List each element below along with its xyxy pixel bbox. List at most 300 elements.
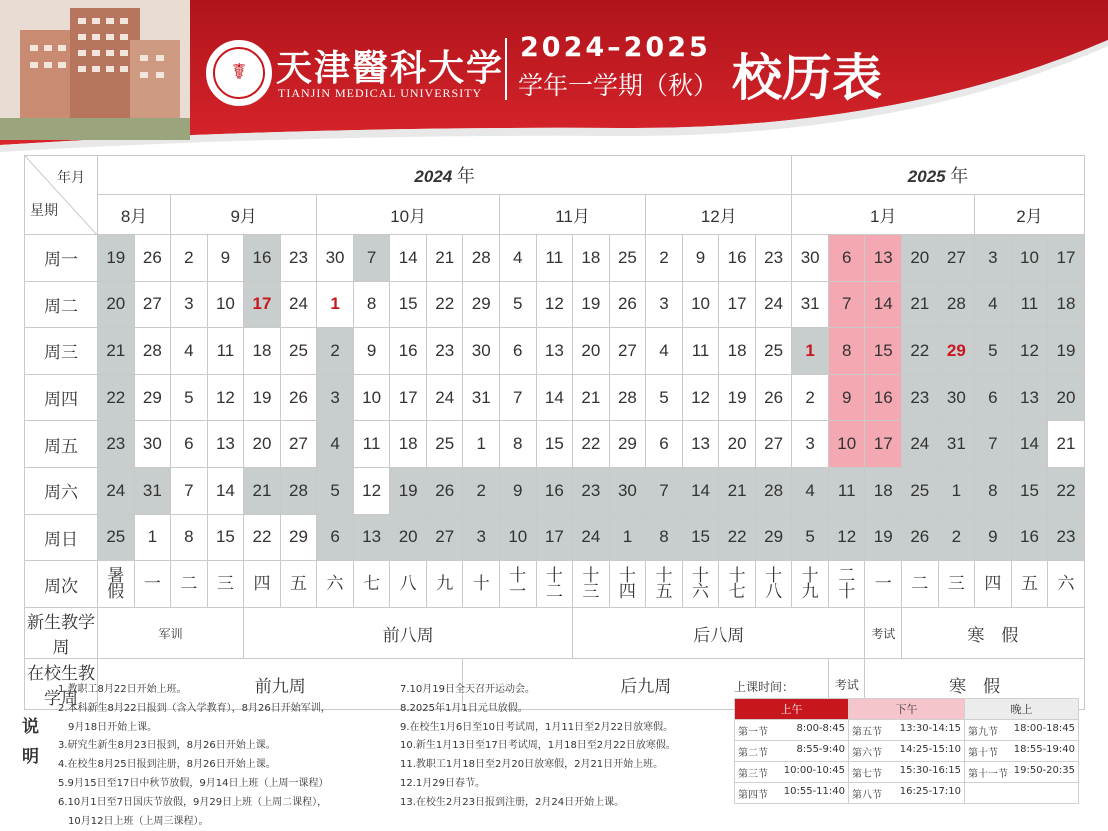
period-name: 第一节 [738,726,768,738]
day-cell: 22 [573,421,610,468]
week-number-text: 一 [143,574,161,594]
day-cell: 5 [317,467,354,514]
day-cell: 24 [280,281,317,328]
week-number-cell [573,561,610,608]
period-time: 8:55-9:40 [796,743,845,755]
day-cell: 3 [792,421,829,468]
note-line: 5.9月15日至17日中秋节放假，9月14日上班（上周一课程） [58,777,329,789]
class-period-cell [965,720,1079,741]
month-header: 11月 [500,195,646,235]
week-number-text: 六 [326,574,344,594]
day-cell: 18 [865,467,902,514]
weekday-label: 周一 [25,235,98,282]
day-cell: 27 [426,514,463,561]
day-cell: 8 [353,281,390,328]
day-cell: 11 [682,328,719,375]
evening-header: 晚上 [965,699,1079,720]
note-line: 12.1月29日春节。 [400,777,485,789]
day-cell: 17 [244,281,281,328]
day-cell: 9 [828,374,865,421]
day-cell: 11 [1011,281,1048,328]
academic-year: 2024–2025 [520,32,711,63]
day-cell: 6 [646,421,683,468]
corner-month-label: 年月 [57,169,85,185]
day-cell: 22 [1048,467,1085,514]
day-cell: 7 [171,467,208,514]
day-cell: 2 [317,328,354,375]
day-cell: 19 [573,281,610,328]
week-number-cell [98,561,135,608]
day-cell: 3 [646,281,683,328]
day-cell: 16 [244,235,281,282]
day-cell: 4 [975,281,1012,328]
day-cell: 30 [134,421,171,468]
day-cell: 1 [463,421,500,468]
freshman-winter-break: 寒 假 [902,608,1085,659]
week-number-text: 六 [1057,574,1075,594]
day-cell: 5 [646,374,683,421]
period-name: 第十节 [968,747,998,759]
day-cell: 29 [938,328,975,375]
day-cell: 2 [463,467,500,514]
week-number-cell [171,561,208,608]
day-cell: 14 [536,374,573,421]
week-number-text: 十九 [801,566,819,602]
notes-title: 说明 [22,717,39,767]
day-cell: 7 [828,281,865,328]
weekday-label: 周六 [25,467,98,514]
period-time: 14:25-15:10 [899,743,961,755]
current-last-nine-weeks: 后九周 [463,659,828,710]
day-cell: 15 [536,421,573,468]
week-number-text: 十二 [545,566,563,602]
period-name: 第四节 [738,789,768,801]
day-cell: 12 [1011,328,1048,375]
term-label: 学年一学期（秋） [518,71,719,100]
day-cell: 30 [463,328,500,375]
day-cell: 26 [134,235,171,282]
day-cell: 7 [975,421,1012,468]
day-cell: 22 [426,281,463,328]
day-cell: 26 [755,374,792,421]
period-name: 第九节 [968,726,998,738]
day-cell: 8 [646,514,683,561]
week-number-cell [1048,561,1085,608]
day-cell: 11 [353,421,390,468]
day-cell: 12 [207,374,244,421]
day-cell: 2 [938,514,975,561]
month-header: 10月 [317,195,500,235]
day-cell: 23 [1048,514,1085,561]
day-cell: 26 [902,514,939,561]
day-cell: 29 [755,514,792,561]
day-cell: 5 [171,374,208,421]
day-cell: 28 [280,467,317,514]
day-cell: 10 [1011,235,1048,282]
class-period-cell [849,741,965,762]
note-line: 2.本科新生8月22日报到（含入学教育），8月26日开始军训， [58,702,331,714]
day-cell: 10 [353,374,390,421]
week-number-text: 八 [399,574,417,594]
day-cell: 28 [755,467,792,514]
day-cell: 16 [390,328,427,375]
day-cell: 1 [134,514,171,561]
day-cell: 24 [98,467,135,514]
week-number-cell [134,561,171,608]
weekday-label: 周日 [25,514,98,561]
day-cell: 9 [207,235,244,282]
day-cell: 26 [609,281,646,328]
week-number-text: 十四 [618,566,636,602]
day-cell: 6 [975,374,1012,421]
day-cell: 13 [207,421,244,468]
day-cell: 19 [1048,328,1085,375]
day-cell: 20 [98,281,135,328]
university-name-cn: 天津醫科大学 [276,47,505,89]
day-cell: 22 [244,514,281,561]
day-cell: 26 [280,374,317,421]
day-cell: 14 [1011,421,1048,468]
day-cell: 24 [573,514,610,561]
period-name: 第十一节 [968,768,1008,780]
week-number-cell [500,561,537,608]
week-number-cell [609,561,646,608]
day-cell: 6 [828,235,865,282]
day-cell: 11 [828,467,865,514]
day-cell: 27 [938,235,975,282]
class-times-table [734,698,1079,804]
day-cell: 4 [317,421,354,468]
day-cell: 6 [317,514,354,561]
day-cell: 15 [1011,467,1048,514]
day-cell: 14 [207,467,244,514]
day-cell: 6 [171,421,208,468]
day-cell: 29 [609,421,646,468]
class-times-title: 上课时间： [734,680,795,694]
day-cell: 23 [573,467,610,514]
week-number-cell [646,561,683,608]
period-name: 第八节 [852,789,882,801]
day-cell: 23 [98,421,135,468]
weekday-label: 周五 [25,421,98,468]
week-number-text: 二十 [838,566,856,602]
freshman-last-eight-weeks: 后八周 [573,608,865,659]
corner-weekday-label: 星期 [30,202,58,218]
logo-emblem-icon: ☤ [213,47,265,99]
week-number-cell [536,561,573,608]
period-name: 第六节 [852,747,882,759]
day-cell: 26 [426,467,463,514]
day-cell: 12 [353,467,390,514]
day-cell: 3 [171,281,208,328]
day-cell: 19 [98,235,135,282]
day-cell: 6 [500,328,537,375]
day-cell: 21 [902,281,939,328]
class-period-cell [735,783,849,804]
day-cell: 27 [280,421,317,468]
day-cell: 5 [975,328,1012,375]
day-cell: 21 [244,467,281,514]
day-cell: 16 [719,235,756,282]
day-cell: 18 [244,328,281,375]
week-number-text: 九 [436,574,454,594]
day-cell: 3 [463,514,500,561]
class-period-cell [849,762,965,783]
current-weeks-label: 在校生教学周 [25,659,98,710]
freshman-weeks-label: 新生教学周 [25,608,98,659]
day-cell: 5 [792,514,829,561]
morning-header: 上午 [735,699,849,720]
week-number-cell [426,561,463,608]
header-banner [0,0,1108,160]
day-cell: 4 [792,467,829,514]
note-line: 13.在校生2月23日报到注册，2月24日开始上课。 [400,796,625,808]
day-cell: 20 [244,421,281,468]
week-number-text: 五 [1020,574,1038,594]
week-number-cell [353,561,390,608]
day-cell: 10 [682,281,719,328]
week-number-cell [975,561,1012,608]
week-number-cell [938,561,975,608]
afternoon-header: 下午 [849,699,965,720]
week-number-text: 十一 [509,566,527,602]
week-number-text: 二 [180,574,198,594]
day-cell: 3 [975,235,1012,282]
notes-column-1 [58,681,398,831]
day-cell: 16 [1011,514,1048,561]
day-cell: 12 [682,374,719,421]
day-cell: 14 [865,281,902,328]
day-cell: 17 [1048,235,1085,282]
day-cell: 30 [609,467,646,514]
current-winter-break: 寒 假 [865,659,1084,710]
note-line: 11.教职工1月18日至2月20日放寒假，2月21日开始上班。 [400,759,664,771]
day-cell: 20 [719,421,756,468]
week-number-text: 十五 [655,566,673,602]
day-cell: 1 [938,467,975,514]
military-training-span: 军训 [98,608,244,659]
day-cell: 19 [865,514,902,561]
day-cell: 27 [134,281,171,328]
year-number: 2025 [907,167,946,186]
day-cell: 21 [1048,421,1085,468]
week-number-cell [463,561,500,608]
day-cell: 16 [536,467,573,514]
day-cell: 31 [134,467,171,514]
page-title: 校历表 [732,49,882,107]
day-cell: 11 [536,235,573,282]
day-cell: 4 [500,235,537,282]
day-cell: 20 [1048,374,1085,421]
day-cell: 8 [171,514,208,561]
year-header [792,156,1084,195]
day-cell: 14 [682,467,719,514]
day-cell: 21 [573,374,610,421]
class-period-cell [849,720,965,741]
day-cell: 11 [207,328,244,375]
year-unit: 年 [950,166,969,187]
day-cell: 2 [171,235,208,282]
period-time: 10:00-10:45 [783,764,845,776]
day-cell: 8 [975,467,1012,514]
day-cell: 22 [98,374,135,421]
note-line: 3.研究生新生8月23日报到，8月26日开始上课。 [58,740,276,752]
week-number-cell [719,561,756,608]
period-time: 16:25-17:10 [899,785,961,797]
week-number-text: 三 [216,574,234,594]
day-cell: 31 [792,281,829,328]
period-time: 13:30-14:15 [899,722,961,734]
day-cell: 13 [682,421,719,468]
week-number-text: 四 [253,574,271,594]
day-cell: 9 [353,328,390,375]
day-cell: 20 [573,328,610,375]
day-cell: 8 [500,421,537,468]
day-cell: 9 [682,235,719,282]
period-time: 19:50-20:35 [1013,764,1075,776]
day-cell: 20 [902,235,939,282]
day-cell: 17 [536,514,573,561]
week-number-text: 十三 [582,566,600,602]
day-cell: 29 [134,374,171,421]
week-number-text: 一 [874,574,892,594]
day-cell: 19 [390,467,427,514]
month-header: 9月 [171,195,317,235]
day-cell: 3 [317,374,354,421]
day-cell: 12 [828,514,865,561]
campus-building-image [0,0,190,140]
day-cell: 19 [719,374,756,421]
day-cell: 21 [719,467,756,514]
week-number-text: 五 [290,574,307,594]
weekday-label: 周二 [25,281,98,328]
week-number-cell [1011,561,1048,608]
week-number-text: 三 [947,574,965,594]
day-cell: 7 [646,467,683,514]
day-cell: 15 [865,328,902,375]
week-number-cell [792,561,829,608]
week-number-text: 二 [911,574,929,594]
day-cell: 25 [755,328,792,375]
month-header: 12月 [646,195,792,235]
month-header: 8月 [98,195,171,235]
day-cell: 18 [1048,281,1085,328]
day-cell: 20 [390,514,427,561]
period-time: 15:30-16:15 [899,764,961,776]
university-name-en: TIANJIN MEDICAL UNIVERSITY [278,86,483,100]
day-cell: 7 [500,374,537,421]
weekday-label: 周四 [25,374,98,421]
freshman-first-eight-weeks: 前八周 [244,608,573,659]
week-number-cell [682,561,719,608]
day-cell: 27 [609,328,646,375]
day-cell: 2 [646,235,683,282]
note-line: 6.10月1日至7日国庆节放假，9月29日上班（上周二课程）， [58,796,328,808]
day-cell: 29 [280,514,317,561]
day-cell: 18 [390,421,427,468]
day-cell: 13 [1011,374,1048,421]
week-number-cell [244,561,281,608]
day-cell: 1 [792,328,829,375]
day-cell: 30 [792,235,829,282]
period-name: 第五节 [852,726,882,738]
day-cell: 13 [865,235,902,282]
year-number: 2024 [414,167,453,186]
note-line: 8.2025年1月1日元旦放假。 [400,702,528,714]
day-cell: 21 [426,235,463,282]
week-number-text: 十七 [728,566,746,602]
day-cell: 28 [463,235,500,282]
week-number-label: 周次 [25,561,98,608]
period-name: 第三节 [738,768,768,780]
day-cell: 24 [755,281,792,328]
week-number-cell [865,561,902,608]
week-number-text: 十八 [765,566,783,602]
day-cell: 25 [609,235,646,282]
day-cell: 16 [865,374,902,421]
class-period-cell [849,783,965,804]
day-cell: 18 [719,328,756,375]
day-cell: 7 [353,235,390,282]
period-time: 8:00-8:45 [796,722,845,734]
day-cell: 25 [98,514,135,561]
month-header: 1月 [792,195,975,235]
week-number-cell [390,561,427,608]
class-period-cell [965,762,1079,783]
day-cell: 10 [828,421,865,468]
day-cell: 14 [390,235,427,282]
week-number-text: 四 [984,574,1002,594]
weekday-label: 周三 [25,328,98,375]
day-cell: 27 [755,421,792,468]
note-line: 10.新生1月13日至17日考试周，1月18日至2月22日放寒假。 [400,740,676,752]
week-number-text: 十 [472,574,490,594]
day-cell: 25 [280,328,317,375]
day-cell: 15 [207,514,244,561]
calendar-table [24,155,1085,710]
week-number-cell [755,561,792,608]
day-cell: 17 [719,281,756,328]
notes-column-2 [400,681,730,813]
class-period-cell [735,762,849,783]
week-number-cell [280,561,317,608]
day-cell: 25 [426,421,463,468]
day-cell: 1 [317,281,354,328]
university-logo [206,40,272,106]
week-number-text: 暑假 [107,566,125,602]
year-unit: 年 [456,166,475,187]
day-cell: 8 [828,328,865,375]
day-cell: 9 [975,514,1012,561]
note-line: 1.教职工8月22日开始上班。 [58,684,187,695]
day-cell: 18 [573,235,610,282]
day-cell: 9 [500,467,537,514]
week-number-cell [317,561,354,608]
period-time: 18:00-18:45 [1013,722,1075,734]
year-header [98,156,792,195]
period-time: 10:55-11:40 [783,785,845,797]
week-number-text: 七 [363,574,381,594]
week-number-cell [828,561,865,608]
day-cell: 23 [902,374,939,421]
day-cell: 13 [353,514,390,561]
period-name: 第二节 [738,747,768,759]
day-cell: 24 [902,421,939,468]
day-cell: 19 [244,374,281,421]
day-cell: 28 [609,374,646,421]
day-cell: 15 [390,281,427,328]
note-line: 4.在校生8月25日报到注册，8月26日开始上课。 [58,759,276,771]
